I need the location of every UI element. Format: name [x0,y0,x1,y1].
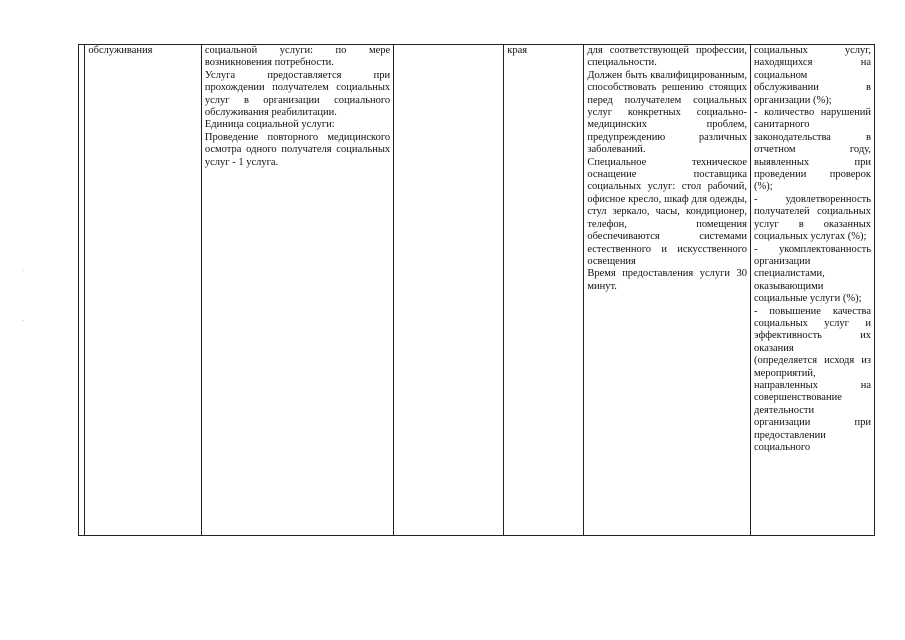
indicator-item: - повышение качества социальных услуг и эффективность их оказания [754,305,871,354]
scan-dot-mark: · [22,267,25,275]
empty-cell [394,45,504,536]
indicator-item: - укомплектованность организации специалистами, оказывающими социальные услуги (%); [754,243,871,305]
conditions-paragraph: для соответствующей профессии, специальности. [587,45,748,69]
service-conditions-cell [584,45,751,536]
quality-indicators-cell [751,45,875,536]
description-paragraph: социальной услуги: по мере возникновения потребности. [204,45,391,69]
indicator-item: социальных услуг, находящихся на социальном обслуживании в организации (%); [754,45,871,106]
region-text: края [507,45,528,56]
description-paragraph: Проведение повторного медицинского осмотра одного получателя социальных услуг - 1 услуга. [204,131,391,168]
scan-dot-mark: · [22,317,25,325]
table-row [79,45,875,536]
description-paragraph: Услуга предоставляется при прохождении получателем социальных услуг в организации социального обслуживания реабилитации. [204,69,391,119]
social-service-standard-table [78,44,875,536]
indicator-item: (определяется исходя из мероприятий, направленных на совершенствование деятельности организации при предоставлении социального [754,355,871,453]
conditions-paragraph: Должен быть квалифицированным, способствовать решению стоящих перед получателем социальных услуг конкретных социально-медицинских проблем, предупреждению различных заболеваний. [587,69,748,156]
indicator-item: - удовлетворенность получателей социальных услуг в оказанных социальных услугах (%); [754,193,871,243]
region-cell [504,45,584,536]
indicator-item: - количество нарушений санитарного законодательства в отчетном году, выявленных при проведении проверок (%); [754,107,871,193]
service-description-cell [201,45,393,536]
service-form-cell [85,45,201,536]
conditions-paragraph: Специальное техническое оснащение поставщика социальных услуг: стол рабочий, офисное кресло, шкаф для одежды, стул зеркало, часы, кондиционер, телефон, помещения обеспечиваются системами естественного и искусственного освещения [587,156,748,267]
description-paragraph: Единица социальной услуги: [204,119,335,131]
service-form-text: обслуживания [88,45,153,56]
conditions-paragraph: Время предоставления услуги 30 минут. [587,268,748,292]
